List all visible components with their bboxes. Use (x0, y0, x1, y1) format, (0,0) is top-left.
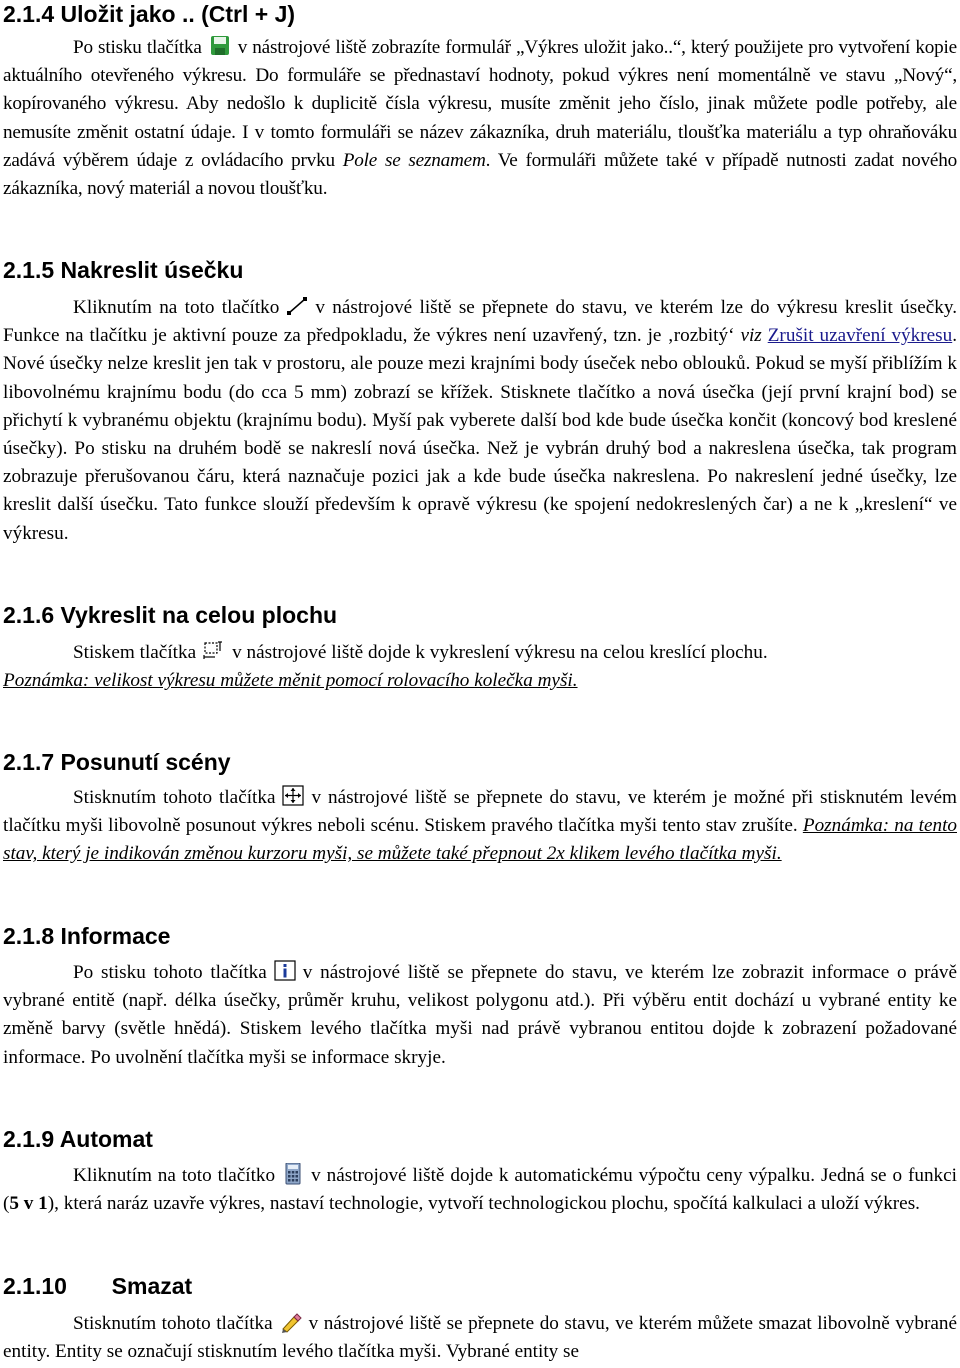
section-2-1-8 (3, 922, 957, 1072)
text: v nástrojové liště se přepnete do stavu, ve kterém lze zobrazit informace o právě vybrané entitě (např. délka úsečky, průměr kruhu, velikost polygonu atd.). Při výběru entit dochází u vybrané entity ke změně barvy (světle hnědá). Stiskem levého tlačítka myši nad právě vybranou entitou dojde k zobrazení požadované informace. Po uvolnění tlačítka myši se informace skryje. (3, 962, 957, 1068)
info-icon (273, 960, 297, 982)
heading-2-1-9: 2.1.9 Automat (3, 1126, 153, 1152)
note-2-1-6 (3, 667, 957, 695)
text: v nástrojové liště zobrazíte formulář „Výkres uložit jako..“, který použijete pro vytvoření kopie aktuálního otevřeného výkresu. Do formuláře se přednastaví hodnoty, pokud výkres není momentálně ve stavu „Nový“, kopírovaného výkresu. Aby nedošlo k duplicitě čísla výkresu, musíte změnit jeho číslo, jinak můžete podle potřeby, ale nemusíte změnit ostatní údaje. I v tomto formuláři se název zákazníka, druh materiálu, tloušťka materiálu a typ ohraňováku zadává výběrem údaje z ovládacího prvku (3, 37, 957, 171)
heading-2-1-4: 2.1.4 Uložit jako .. (Ctrl + J) (3, 1, 296, 27)
save-icon (208, 35, 232, 57)
section-2-1-6 (3, 601, 957, 695)
paragraph-2-1-9 (3, 1162, 957, 1218)
heading-2-1-8: 2.1.8 Informace (3, 923, 171, 949)
section-2-1-5 (3, 256, 957, 548)
text: ), která naráz uzavře výkres, nastaví technologie, vytvoří technologickou plochu, spočítá kalkulaci a uloží výkres. (47, 1193, 920, 1215)
heading-2-1-6: 2.1.6 Vykreslit na celou plochu (3, 602, 338, 628)
paragraph-2-1-8 (3, 959, 957, 1072)
text: v nástrojové liště se přepnete do stavu, ve kterém je možné při stisknutém levém tlačítku myši libovolně posunout výkres neboli scénu. Stiskem pravého tlačítka myši tento stav zrušíte. (3, 787, 957, 837)
section-2-1-10 (3, 1272, 957, 1366)
text: v nástrojové liště se přepnete do stavu, ve kterém můžete smazat libovolně vybrané entity. Entity se označují stisknutím levého tlačítka myši. Vybrané entity se (3, 1313, 958, 1363)
text: v nástrojové liště dojde k automatickému výpočtu ceny výpalku. Jedná se o funkci ( (3, 1165, 957, 1215)
emphasis: Pole se seznamem (342, 149, 486, 171)
note: Poznámka: na tento stav, který je indikován změnou kurzoru myši, se můžete také přepnout 2x klikem levého tlačítka myši. (3, 815, 957, 865)
section-2-1-9 (3, 1125, 957, 1218)
text: . Nové úsečky nelze kreslit jen tak v prostoru, ale pouze mezi krajními body úseček nebo oblouků. Pokud se myší přiblížím k libovolnému krajnímu bodu (do cca 5 mm) zobrazí se křížek. Stisknete tlačítko a nová úsečka (její první krajní bod) se přichytí k vybranému objektu (krajnímu bodu). Myší pak vyberete další bod kde bude úsečka končit (koncový bod kreslené úsečky). Po stisku na druhém bodě se nakreslí nová úsečka. Než je vybrán druhý bod a nakreslena úsečka, tak program zobrazuje přerušovanou čáru, která naznačuje pozici jak a kde bude úsečka nakreslena. Po nakreslení jedné úsečky, lze kreslit další úsečku. Tato funkce slouží především k opravě výkresu (ke spojení nedokreslených čar) a ne k „kreslení“ ve výkresu. (3, 325, 958, 544)
text: Stisknutím tohoto tlačítka (73, 1313, 273, 1334)
text: Kliknutím na toto tlačítko (73, 1165, 276, 1186)
emphasis: viz (740, 325, 762, 347)
text: . Ve formuláři můžete také v případě nutnosti zadat nového zákazníka, nový materiál a novou tloušťku. (3, 149, 957, 200)
paragraph-2-1-6 (3, 639, 957, 667)
heading-2-1-10: 2.1.10 Smazat (3, 1273, 193, 1299)
draw-line-icon (285, 295, 309, 317)
text: Po stisku tlačítka (73, 37, 202, 58)
calculator-icon (281, 1163, 305, 1185)
text: v nástrojové liště dojde k vykreslení výkresu na celou kreslící plochu. (232, 642, 768, 663)
heading-2-1-5: 2.1.5 Nakreslit úsečku (3, 257, 244, 283)
note: Poznámka: velikost výkresu můžete měnit pomocí rolovacího kolečka myši. (3, 670, 578, 692)
text: Stisknutím tohoto tlačítka (73, 787, 276, 808)
paragraph-2-1-10 (3, 1310, 957, 1366)
paragraph-2-1-7 (3, 784, 957, 869)
section-2-1-7 (3, 748, 957, 869)
heading-2-1-7: 2.1.7 Posunutí scény (3, 749, 231, 775)
text: Po stisku tohoto tlačítka (73, 962, 267, 983)
bold-text: 5 v 1 (9, 1193, 48, 1215)
link-zrusit-uzavreni[interactable]: Zrušit uzavření výkresu (767, 325, 953, 347)
paragraph-2-1-5 (3, 294, 957, 548)
text: Kliknutím na toto tlačítko (73, 297, 280, 318)
text: Stiskem tlačítka (73, 642, 197, 663)
text: v nástrojové liště se přepnete do stavu, ve kterém lze do výkresu kreslit úsečky. Funkce na tlačítku je aktivní pouze za předpokladu, že výkres není uzavřený, tzn. je ‚rozbitý‘ (3, 297, 957, 347)
eraser-pencil-icon (279, 1311, 303, 1333)
section-2-1-4 (3, 0, 957, 203)
zoom-fit-icon (202, 640, 226, 662)
paragraph-2-1-4 (3, 34, 957, 203)
pan-icon (281, 785, 305, 807)
